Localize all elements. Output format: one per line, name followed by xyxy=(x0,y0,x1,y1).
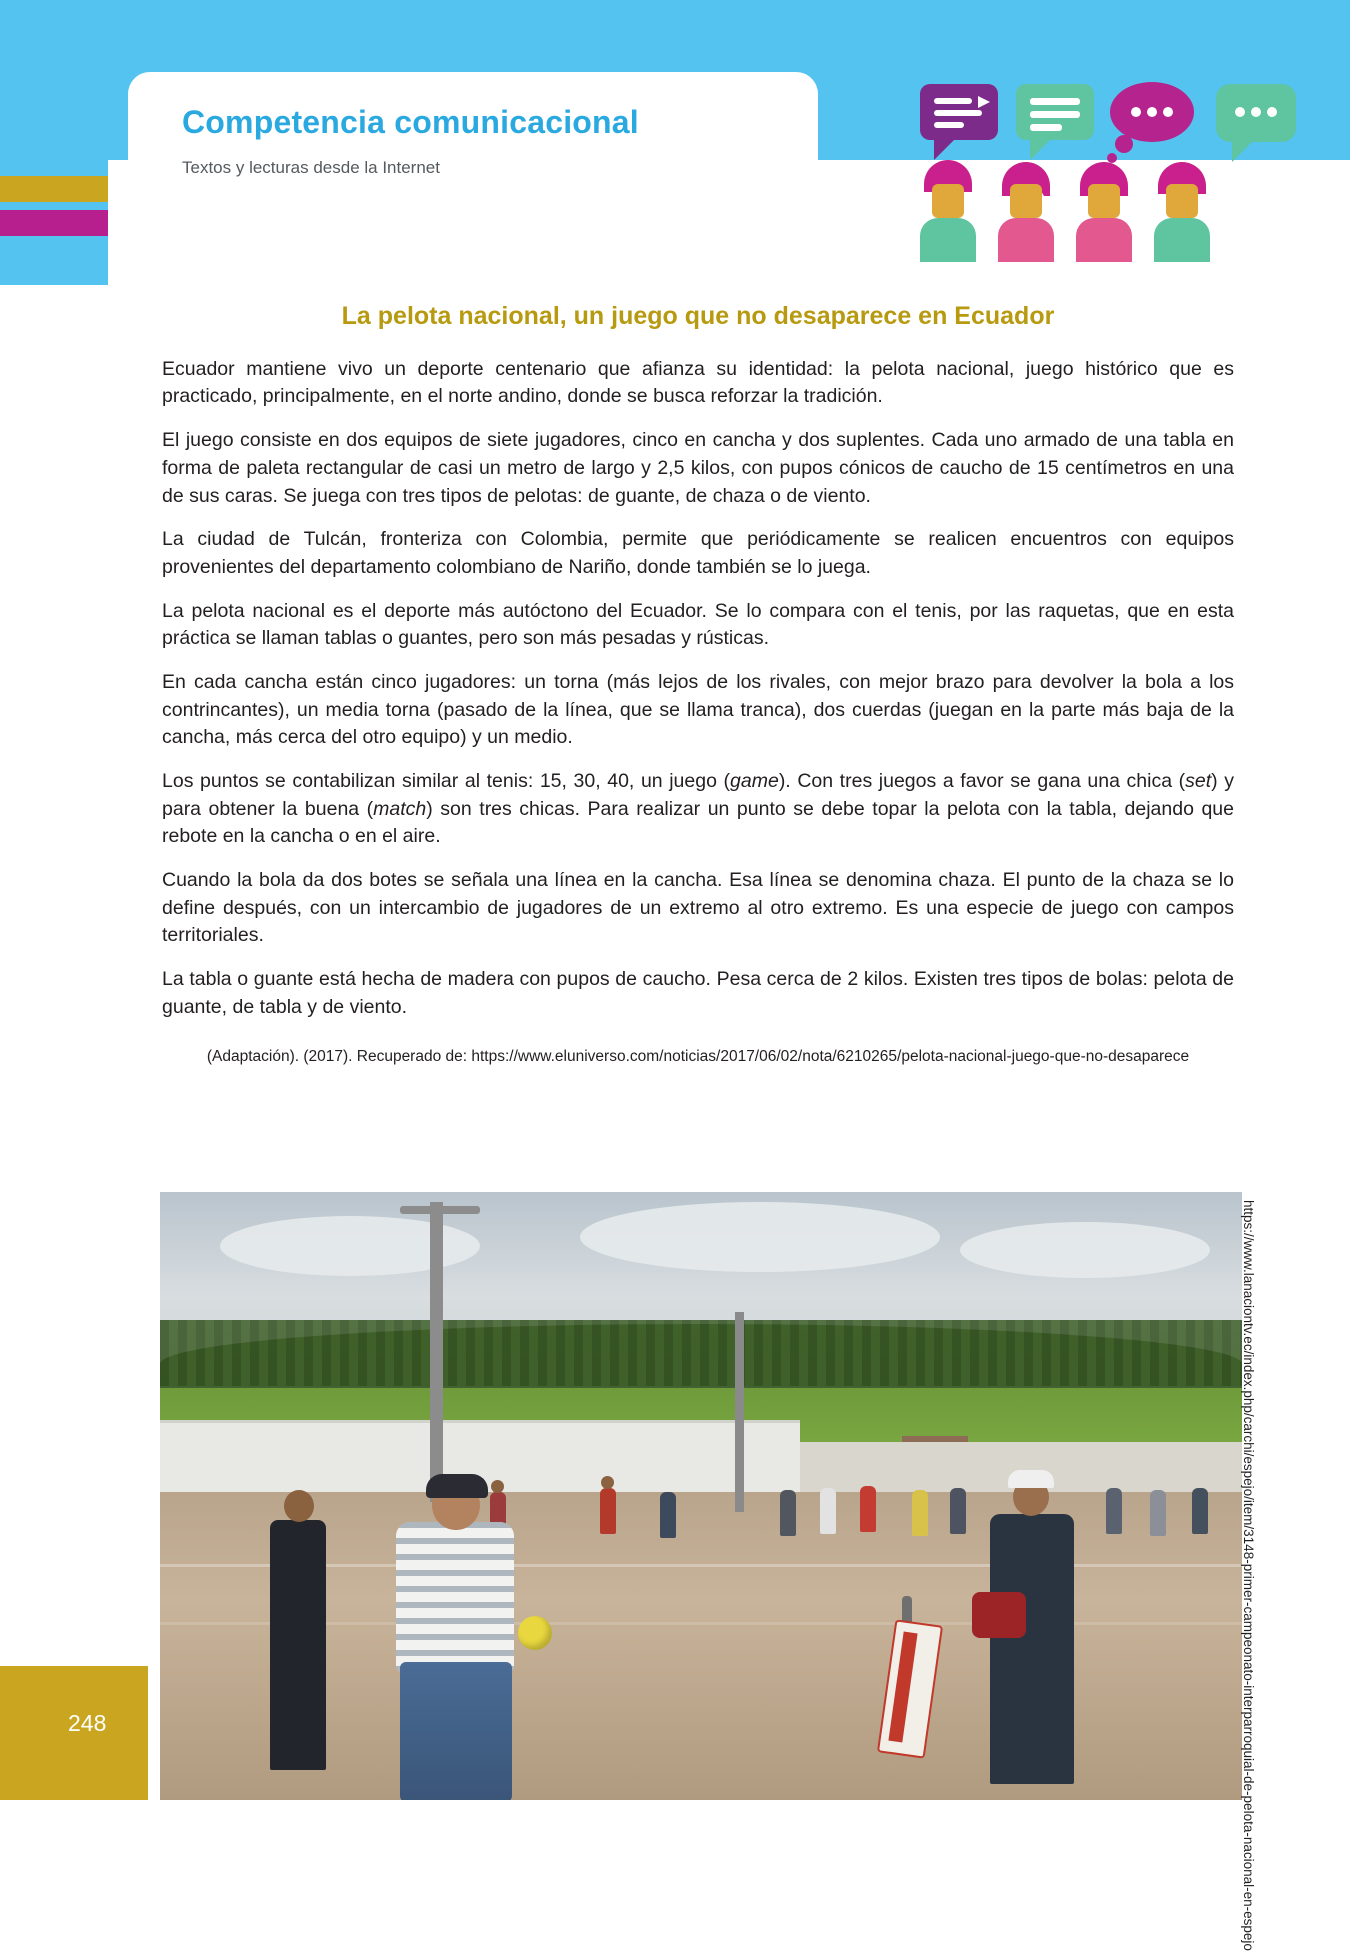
photo-yellow-ball xyxy=(518,1616,552,1650)
photo-right-player xyxy=(990,1514,1074,1784)
article-title: La pelota nacional, un juego que no desaparece en Ecuador xyxy=(341,302,1055,330)
para-part: ) y para obtener la buena ( xyxy=(162,770,1234,820)
thought-bubble-magenta-icon xyxy=(1107,82,1194,163)
speech-bubble-magenta-icon xyxy=(920,84,998,160)
photo-referee-head xyxy=(284,1490,314,1522)
magenta-accent-bar xyxy=(0,210,108,236)
pelota-nacional-match-photo xyxy=(160,1192,1242,1800)
para-part: Los puntos se contabilizan similar al tenis: 15, 30, 40, un juego ( xyxy=(162,770,731,792)
photo-spectator xyxy=(860,1486,876,1532)
article-paragraph: En cada cancha están cinco jugadores: un torna (más lejos de los rivales, con mejor brazo para devolver la bola a los contrincantes), un media torna (pasado de la línea, que se llama tranca), dos cuerdas (juegan en la parte más baja de la cancha, más cerca del otro equipo) y un medio. xyxy=(162,670,1234,749)
page-number: 248 xyxy=(68,1710,107,1736)
student-avatar-icon xyxy=(1076,162,1132,262)
photo-tree-line xyxy=(160,1320,1242,1386)
photo-spectator xyxy=(1150,1490,1166,1536)
photo-spectator-head xyxy=(601,1476,614,1489)
page-subtitle: Textos y lecturas desde la Internet xyxy=(182,158,440,177)
photo-light-pole xyxy=(735,1312,744,1512)
article-paragraph: El juego consiste en dos equipos de siete jugadores, cinco en cancha y dos suplentes. Cada uno armado de una tabla en forma de paleta rectangular de casi un metro de largo y 2,5 kilos, con pupos cónicos de caucho de 15 centímetros en una de sus caras. Se juega con tres tipos de pelotas: de guante, de chaza o de viento. xyxy=(162,429,1234,507)
speech-bubble-teal-icon xyxy=(1216,84,1296,162)
para-italic: game xyxy=(730,770,779,792)
para-part: ). Con tres juegos a favor se gana una chica ( xyxy=(778,770,1186,792)
photo-credit-text: https://www.lanaciontv.ec/index.php/carchi/espejo/item/3148-primer-campeonato-interparroquial-de-pelota-nacional-en-espejo xyxy=(1241,1200,1256,1951)
speech-bubble-green-icon xyxy=(1016,84,1094,160)
inner-white-column xyxy=(108,160,148,1800)
photo-red-bag xyxy=(972,1592,1026,1638)
article-paragraph: Cuando la bola da dos botes se señala una línea en la cancha. Esa línea se denomina chaza. El punto de la chaza se lo define después, con un intercambio de jugadores de un extremo al otro extremo. Es una especie de juego con campos territoriales. xyxy=(162,869,1234,947)
photo-main-player-cap xyxy=(426,1474,488,1498)
speech-bubbles-decoration xyxy=(920,78,1300,168)
student-avatar-icon xyxy=(920,160,976,262)
photo-spectator xyxy=(950,1488,966,1534)
article-paragraph: La tabla o guante está hecha de madera con pupos de caucho. Pesa cerca de 2 kilos. Existen tres tipos de bolas: pelota de guante, de tabla y de viento. xyxy=(162,968,1234,1018)
student-avatar-icon xyxy=(998,162,1054,262)
gold-accent-bar xyxy=(0,176,108,202)
photo-right-player-cap xyxy=(1008,1470,1054,1488)
photo-spectator xyxy=(600,1488,616,1534)
photo-referee xyxy=(270,1520,326,1770)
para-italic: set xyxy=(1185,770,1212,792)
photo-spectator xyxy=(780,1490,796,1536)
photo-spectator xyxy=(912,1490,928,1536)
photo-spectator xyxy=(660,1492,676,1538)
photo-spectator-head xyxy=(491,1480,504,1493)
student-avatar-icon xyxy=(1154,162,1210,262)
para-italic: match xyxy=(373,797,427,820)
photo-light-pole xyxy=(430,1202,443,1502)
student-avatars-decoration xyxy=(918,158,1238,268)
article-source: (Adaptación). (2017). Recuperado de: https://www.eluniverso.com/noticias/2017/06/02/nota/6210265/pelota-nacional-juego-que-no-desaparece xyxy=(206,1047,1190,1065)
para-part: ) son tres chicas. Para realizar un punto se debe topar la pelota con la tabla, dejando que rebote en la cancha o en el aire. xyxy=(162,797,1234,848)
left-blue-strip xyxy=(0,0,108,285)
article-paragraph: La ciudad de Tulcán, fronteriza con Colombia, permite que periódicamente se realicen encuentros con equipos provenientes del departamento colombiano de Nariño, donde también se lo juega. xyxy=(162,528,1234,578)
article-body xyxy=(162,300,1234,1066)
photo-spectator xyxy=(1192,1488,1208,1534)
article-paragraph: La pelota nacional es el deporte más autóctono del Ecuador. Se lo compara con el tenis, por las raquetas, que en esta práctica se llaman tablas o guantes, pero son más pesadas y rústicas. xyxy=(162,599,1234,650)
photo-cloud xyxy=(960,1222,1210,1278)
page-title: Competencia comunicacional xyxy=(182,104,639,140)
photo-main-player-legs xyxy=(400,1662,512,1800)
photo-spectator xyxy=(1106,1488,1122,1534)
left-white-column xyxy=(0,285,108,1665)
photo-main-player-shirt-stripes xyxy=(396,1522,514,1672)
photo-spectator xyxy=(820,1488,836,1534)
article-paragraph-with-italics xyxy=(162,768,1234,851)
photo-container xyxy=(160,1192,1242,1800)
photo-cloud xyxy=(580,1202,940,1272)
article-paragraph: Ecuador mantiene vivo un deporte centenario que afianza su identidad: la pelota nacional, juego histórico que es practicado, principalmente, en el norte andino, donde se busca reforzar la tradición. xyxy=(162,357,1234,408)
